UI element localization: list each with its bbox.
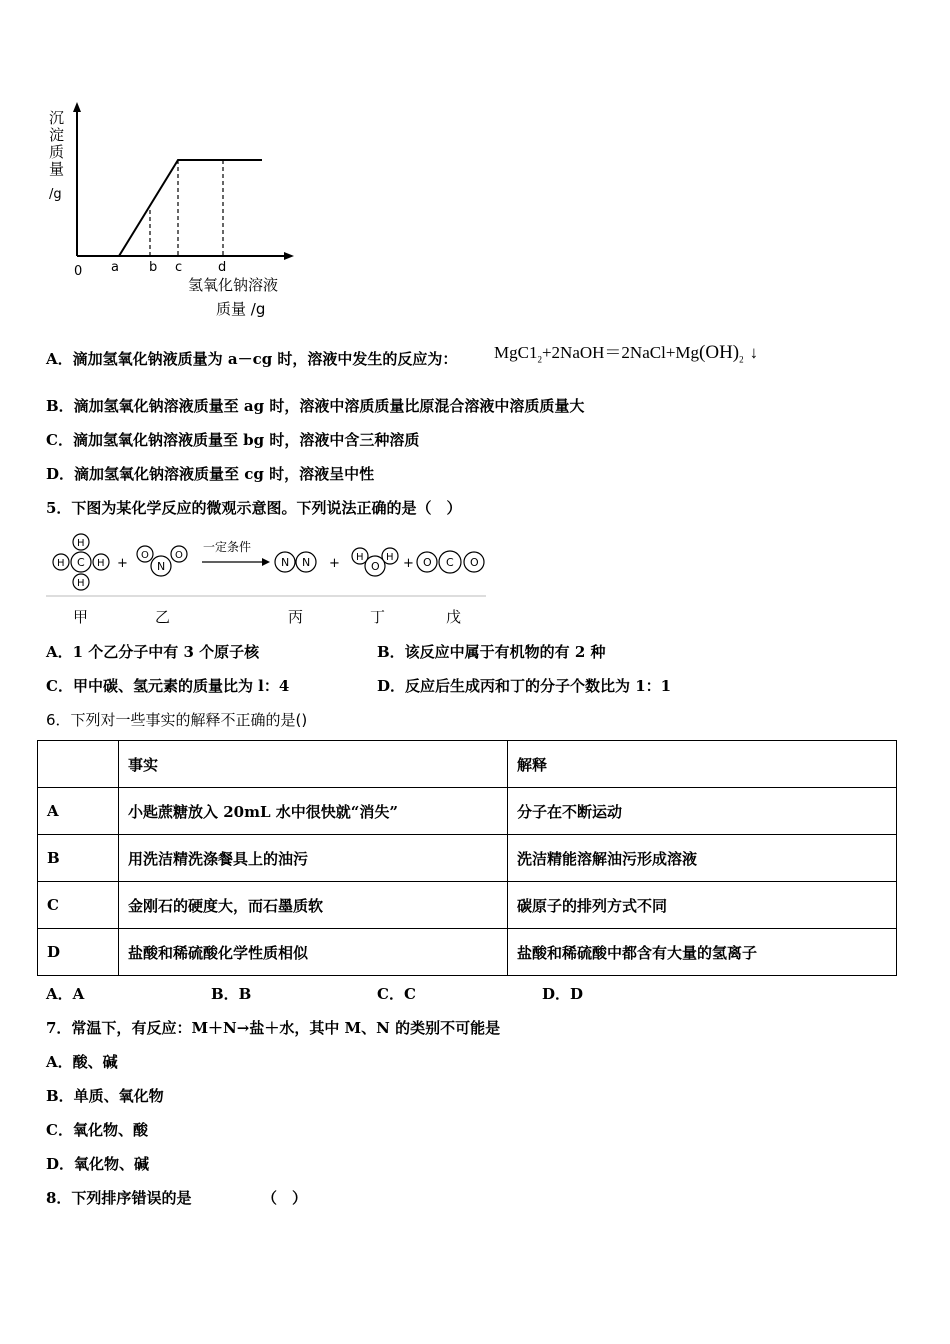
table-cell: 用洗洁精洗涤餐具上的油污 [119,835,508,882]
y-axis-arrow [73,102,81,112]
formula-part: +2NaOH＝2NaCl+Mg [541,343,700,362]
species-label-wu: 戊 [446,608,462,626]
table-row [38,835,897,882]
plus-sign: + [117,556,128,571]
atom-label-o: O [423,556,432,569]
q6-answer-c: C．C [377,985,416,1003]
q4-option-a-formula [494,338,758,364]
tick-label-b: b [149,260,158,275]
q4-option-b: B．滴加氢氧化钠溶液质量至 ag 时，溶液中溶质质量比原混合溶液中溶质质量大 [46,397,585,415]
q8-stem: 8．下列排序错误的是 [46,1189,192,1207]
formula-subscript: 2 [739,354,744,365]
table-row [38,929,897,976]
origin-label: 0 [74,264,83,279]
table-cell: 小匙蔗糖放入 20mL 水中很快就“消失” [119,788,508,835]
q7-option-b: B．单质、氧化物 [46,1087,164,1105]
atom-label-h: H [77,538,85,549]
species-label-jia: 甲 [73,608,89,626]
table-header-cell: 事实 [119,741,508,788]
reaction-condition: 一定条件 [203,540,252,554]
plus-sign: + [403,556,414,571]
atom-label-o: O [371,560,380,573]
q5-option-a: A．1 个乙分子中有 3 个原子核 [46,643,260,661]
species-label-ding: 丁 [370,608,386,626]
formula-part: ↓ [749,343,759,362]
q6-answer-d: D．D [542,985,584,1003]
table-cell: 金刚石的硬度大，而石墨质软 [119,882,508,929]
atom-label-c: C [446,556,454,569]
table-cell: B [38,835,119,882]
formula-part: (OH) [699,342,740,363]
table-cell: 盐酸和稀硫酸化学性质相似 [119,929,508,976]
table-cell: 盐酸和稀硫酸中都含有大量的氢离子 [508,929,897,976]
tick-label-a: a [111,260,119,275]
reaction-arrow-head [262,558,270,566]
q4-option-c: C．滴加氢氧化钠溶液质量至 bg 时，溶液中含三种溶质 [46,431,420,449]
table-header-cell: 解释 [508,741,897,788]
x-label-line2: 质量 /g [216,300,266,318]
precipitate-curve [119,160,262,256]
atom-label-o: O [141,550,149,561]
atom-label-o: O [470,556,479,569]
formula-part: MgC1 [494,343,538,362]
table-cell: C [38,882,119,929]
q8-answer-paren: （ ） [262,1189,308,1207]
q5-option-b: B．该反应中属于有机物的有 2 种 [377,643,606,661]
q6-table [37,740,897,976]
q7-option-c: C．氧化物、酸 [46,1121,148,1139]
q4-option-d: D．滴加氢氧化钠溶液质量至 cg 时，溶液呈中性 [46,465,375,483]
atom-label-n: N [281,556,290,569]
atom-label-h: H [57,558,65,569]
q5-option-d: D．反应后生成丙和丁的分子个数比为 1：1 [377,677,672,695]
tick-label-d: d [218,260,227,275]
atom-label-c: C [77,556,85,569]
species-label-yi: 乙 [155,608,171,626]
table-cell: 分子在不断运动 [508,788,897,835]
atom-label-h: H [386,552,394,563]
tick-label-c: c [175,260,183,275]
species-label-bing: 丙 [288,608,304,626]
table-cell: 洗洁精能溶解油污形成溶液 [508,835,897,882]
q6-answer-b: B．B [211,985,252,1003]
atom-label-n: N [157,560,166,573]
precipitate-mass-graph [40,98,310,326]
y-label-char: 淀 [49,126,65,144]
y-label-char: 量 [49,160,65,178]
q7-stem: 7．常温下，有反应：M＋N→盐＋水，其中 M、N 的类别不可能是 [46,1019,501,1037]
atom-label-h: H [356,552,364,563]
q6-answer-a: A．A [46,985,85,1003]
q7-option-d: D．氧化物、碱 [46,1155,150,1173]
x-label-line1: 氢氧化钠溶液 [188,276,279,294]
q5-stem: 5．下图为某化学反应的微观示意图。下列说法正确的是（ ） [46,499,462,517]
table-header-cell [38,741,119,788]
y-label-char: 质 [49,143,65,161]
atom-label-h: H [97,558,105,569]
q5-option-c: C．甲中碳、氢元素的质量比为 l：4 [46,677,290,695]
atom-label-o: O [175,550,183,561]
q4-option-a [46,348,457,369]
y-label-char: 沉 [49,109,65,127]
q4-option-a-text: A．滴加氢氧化钠液质量为 a－cg 时，溶液中发生的反应为： [46,350,458,368]
atom-label-h: H [77,578,85,589]
q6-stem: 6．下列对一些事实的解释不正确的是() [46,711,308,729]
y-label-unit: /g [49,187,62,202]
x-axis-arrow [284,252,294,260]
table-header-row [38,741,897,788]
formula-subscript: 2 [537,354,542,365]
table-cell: 碳原子的排列方式不同 [508,882,897,929]
plus-sign: + [329,556,340,571]
table-row [38,788,897,835]
reaction-diagram [44,528,494,633]
atom-label-n: N [302,556,311,569]
table-cell: A [38,788,119,835]
table-cell: D [38,929,119,976]
table-row [38,882,897,929]
q7-option-a: A．酸、碱 [46,1053,118,1071]
